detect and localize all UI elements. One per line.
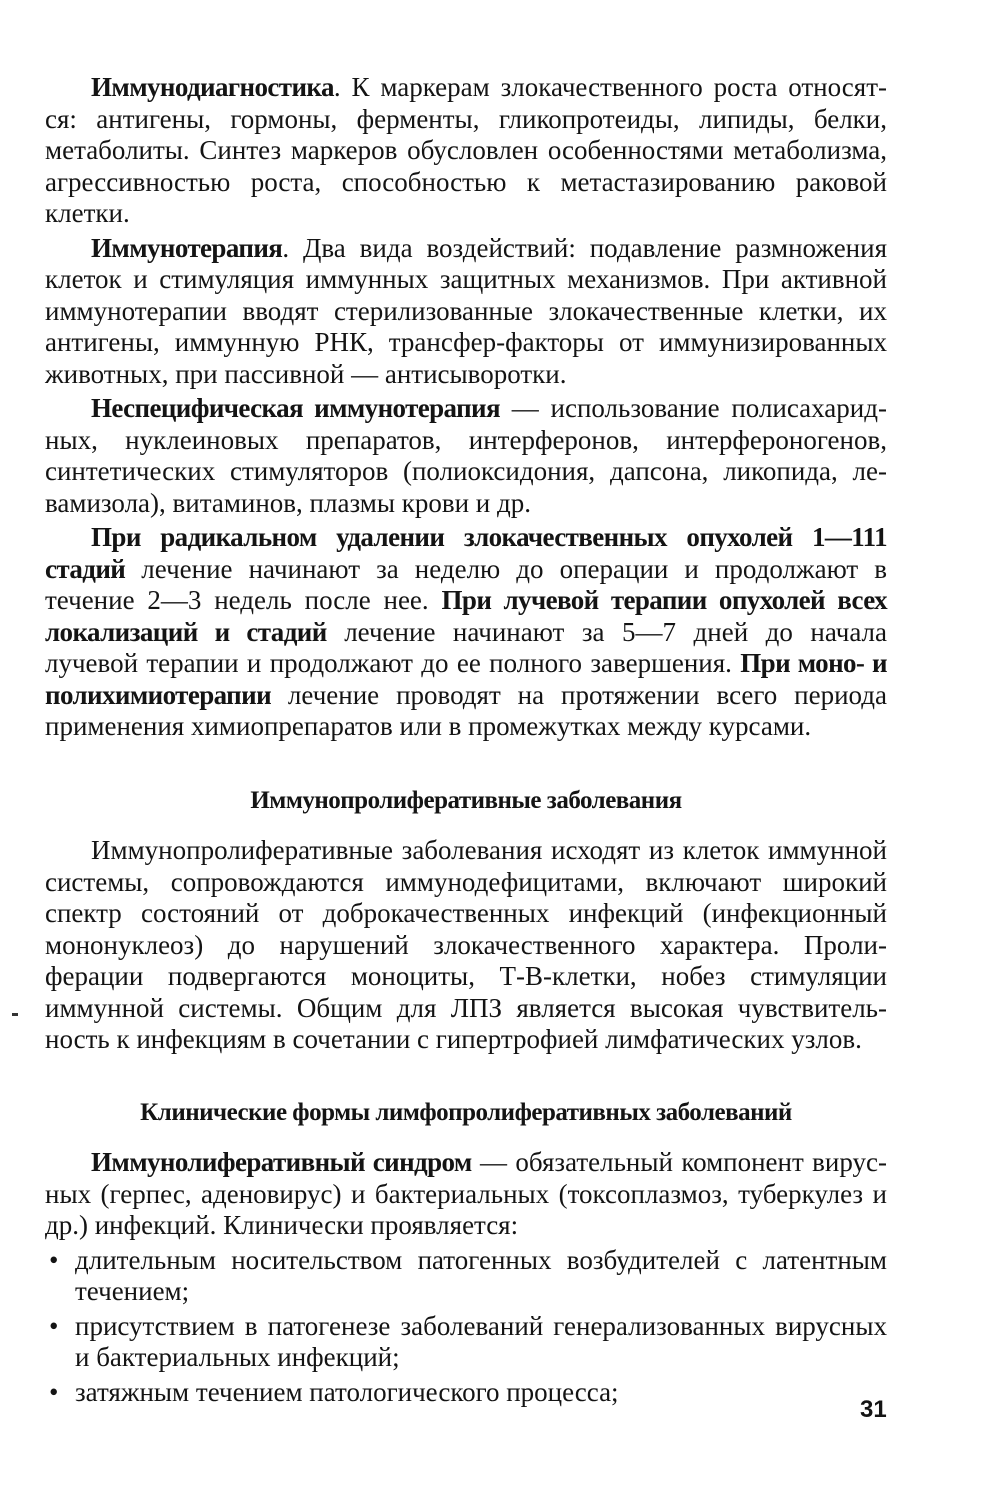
section-heading-clinical-forms: Клинические формы лимфопролиферативных заболеваний: [140, 1098, 792, 1126]
paragraph-text: . Два вида воздействий: подавление размножения клеток и стимуляция иммунных защитных механизмов. При активной иммунотерапии вводят стерилизованные злокачественные клетки, их антигены, иммунную РНК, трансфер-факторы от иммунизированных животных, при пассивной — антисыворотки.: [45, 232, 887, 389]
term-nonspecific-immunotherapy: Неспецифическая иммунотерапия: [91, 393, 500, 423]
list-item: [45, 1311, 887, 1374]
term-immunodiagnostics: Иммунодиагностика: [91, 72, 334, 102]
bold-phrase-radiation-therapy: При лучевой терапии опухолей всех локализаций и стадий: [45, 585, 887, 647]
paragraph-treatment-timing: [45, 522, 887, 743]
paragraph-text: — обязательный компонент вирусных (герпес, аденовирус) и бактериальных (токсоплазмоз, туберкулез и др.) инфекций. Клинически проявляется:: [45, 1147, 887, 1240]
bullet-icon: •: [49, 1376, 59, 1407]
paragraph-text: лечение начинают за 5—7 дней до начала лучевой терапии и продолжают до ее полного завершения.: [45, 616, 887, 678]
list-item-text: присутствием в патогенезе заболеваний генерализованных вирусных и бактериальных инфекций;: [75, 1310, 887, 1372]
term-syndrome: Иммунолиферативный синдром: [91, 1147, 472, 1177]
bullet-icon: •: [49, 1244, 59, 1275]
paragraph-immunotherapy: [45, 233, 887, 391]
term-immunotherapy: Иммунотерапия: [91, 232, 283, 263]
paragraph-immunoproliferative: Иммунопролиферативные заболевания исходят из клеток иммунной системы, сопровождаются иммунодефицитами, включают широкий спектр состояний от доброкачественных инфекций (инфекционный мононуклеоз) до нарушений злокачественного характера. Пролиферации подвергаются моноциты, Т-В-клетки, нобез стимуляции иммунной системы. Общим для ЛПЗ является высокая чувствительность к инфекциям в сочетании с гипертрофией лимфатических узлов.: [45, 835, 887, 1054]
section-heading-immunoproliferative: Иммунопролиферативные заболевания: [250, 786, 682, 814]
paragraph-text: лечение проводят на протяжении всего периода применения химиопрепаратов или в промежутках между курсами.: [45, 679, 887, 741]
list-item: [45, 1245, 887, 1308]
paragraph-text: лечение начинают за неделю до операции и продолжают в течение 2—3 недель после нее.: [45, 553, 887, 615]
bullet-icon: •: [49, 1310, 59, 1341]
bold-phrase-radical-removal: При радикальном удалении злокачественных опухолей 1—111 стадий: [45, 522, 887, 584]
page-number: 31: [860, 1396, 887, 1423]
list-item: [45, 1377, 887, 1409]
paragraph-immunodiagnostics: [45, 72, 887, 230]
list-item-text: длительным носительством патогенных возбудителей с латентным течением;: [75, 1244, 887, 1306]
bullet-list: [45, 1245, 887, 1409]
paragraph-text: — использование полисахаридных, нуклеиновых препаратов, интерферонов, интерфероногенов, синтетических стимуляторов (полиоксидония, дапсона, ликопида, левамизола), витаминов, плазмы крови и др.: [45, 393, 887, 518]
paragraph-text: . К маркерам злокачественного роста относятся: антигены, гормоны, ферменты, гликопротеиды, липиды, белки, метаболиты. Синтез маркеров обусловлен особенностями метаболизма, агрессивностью роста, способностью к метастазированию раковой клетки.: [45, 72, 887, 228]
book-page: [45, 72, 887, 1408]
margin-mark: [12, 1013, 18, 1016]
bold-phrase-chemotherapy: При моно- и полихимиотерапии: [45, 648, 887, 710]
paragraph-syndrome: [45, 1147, 887, 1242]
paragraph-nonspecific-immunotherapy: [45, 393, 887, 519]
list-item-text: затяжным течением патологического процесса;: [75, 1376, 619, 1407]
